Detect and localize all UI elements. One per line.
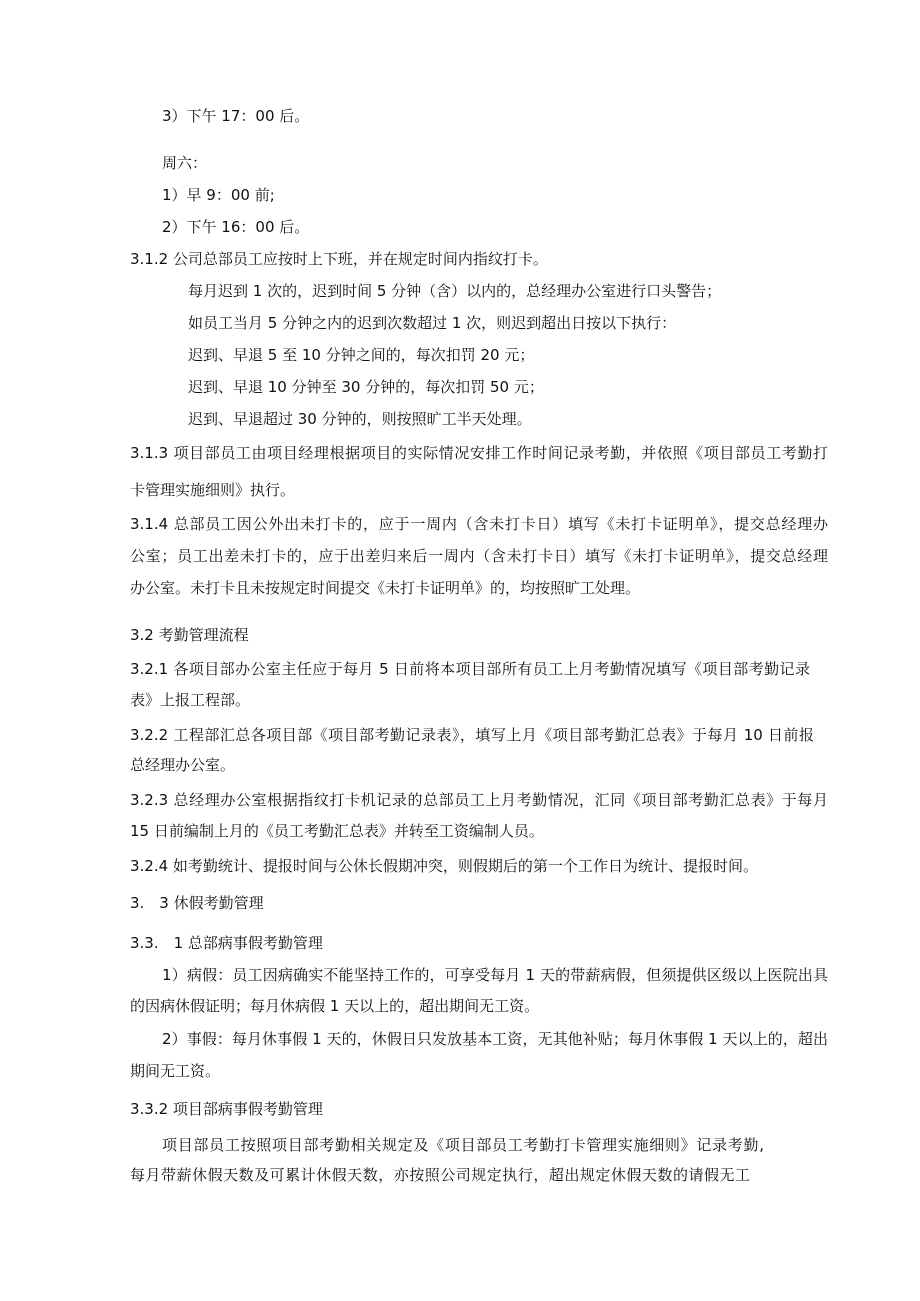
section-3-3-2-heading: 3.3.2 项目部病事假考勤管理 [130,1100,323,1118]
personal-leave-line-1: 2）事假：每月休事假 1 天的，休假日只发放基本工资，无其他补贴；每月休事假 1 天以上的，超出 [162,1030,828,1048]
saturday-item-1: 1）早 9：00 前; [162,186,275,204]
section-3-3-heading: 3. 3 休假考勤管理 [130,894,264,912]
section-3-3-1-heading: 3.3. 1 总部病事假考勤管理 [130,934,323,952]
section-3-1-2-rule-2: 如员工当月 5 分钟之内的迟到次数超过 1 次，则迟到超出日按以下执行： [188,314,677,332]
section-3-2-3-line-1: 3.2.3 总经理办公室根据指纹打卡机记录的总部员工上月考勤情况，汇同《项目部考勤汇总表》于每月 [130,791,828,809]
section-3-1-4-line-3: 办公室。未打卡且未按规定时间提交《未打卡证明单》的，均按照旷工处理。 [130,579,641,597]
section-3-2-2-line-2: 总经理办公室。 [130,756,236,774]
section-3-2-1-line-1: 3.2.1 各项目部办公室主任应于每月 5 日前将本项目部所有员工上月考勤情况填写《项目部考勤记录 [130,660,810,678]
section-3-1-2-rule-3: 迟到、早退 5 至 10 分钟之间的，每次扣罚 20 元； [188,346,535,364]
section-3-1-2-rule-4: 迟到、早退 10 分钟至 30 分钟的，每次扣罚 50 元； [188,378,544,396]
project-leave-line-1: 项目部员工按照项目部考勤相关规定及《项目部员工考勤打卡管理实施细则》记录考勤, [162,1136,764,1154]
section-3-1-4-line-2: 公室；员工出差未打卡的，应于出差归来后一周内（含未打卡日）填写《未打卡证明单》，提交总经理 [130,547,828,565]
section-3-2-4: 3.2.4 如考勤统计、提报时间与公休长假期冲突，则假期后的第一个工作日为统计、提报时间。 [130,857,758,875]
personal-leave-line-2: 期间无工资。 [130,1062,221,1080]
section-3-2-2-line-1: 3.2.2 工程部汇总各项目部《项目部考勤记录表》，填写上月《项目部考勤汇总表》于每月 10 日前报 [130,726,814,744]
section-3-1-4-line-1: 3.1.4 总部员工因公外出未打卡的，应于一周内（含未打卡日）填写《未打卡证明单》，提交总经理办 [130,515,828,533]
section-3-1-3-line-2: 卡管理实施细则》执行。 [130,481,296,499]
weekday-item-3: 3）下午 17：00 后。 [162,107,310,125]
sick-leave-line-1: 1）病假：员工因病确实不能坚持工作的，可享受每月 1 天的带薪病假，但须提供区级以上医院出具 [162,966,828,984]
sick-leave-line-2: 的因病休假证明；每月休病假 1 天以上的，超出期间无工资。 [130,997,540,1015]
section-3-2-1-line-2: 表》上报工程部。 [130,691,251,709]
section-3-1-2-rule-5: 迟到、早退超过 30 分钟的，则按照旷工半天处理。 [188,410,532,428]
section-3-2-3-line-2: 15 日前编制上月的《员工考勤汇总表》并转至工资编制人员。 [130,822,544,840]
section-3-1-2-rule-1: 每月迟到 1 次的，迟到时间 5 分钟（含）以内的，总经理办公室进行口头警告； [188,282,722,300]
saturday-item-2: 2）下午 16：00 后。 [162,218,310,236]
project-leave-line-2: 每月带薪休假天数及可累计休假天数，亦按照公司规定执行，超出规定休假天数的请假无工 [130,1166,750,1184]
saturday-heading: 周六： [162,154,208,172]
section-3-1-3-line-1: 3.1.3 项目部员工由项目经理根据项目的实际情况安排工作时间记录考勤，并依照《项目部员工考勤打 [130,444,828,462]
section-3-2-heading: 3.2 考勤管理流程 [130,626,249,644]
section-3-1-2: 3.1.2 公司总部员工应按时上下班，并在规定时间内指纹打卡。 [130,250,548,268]
